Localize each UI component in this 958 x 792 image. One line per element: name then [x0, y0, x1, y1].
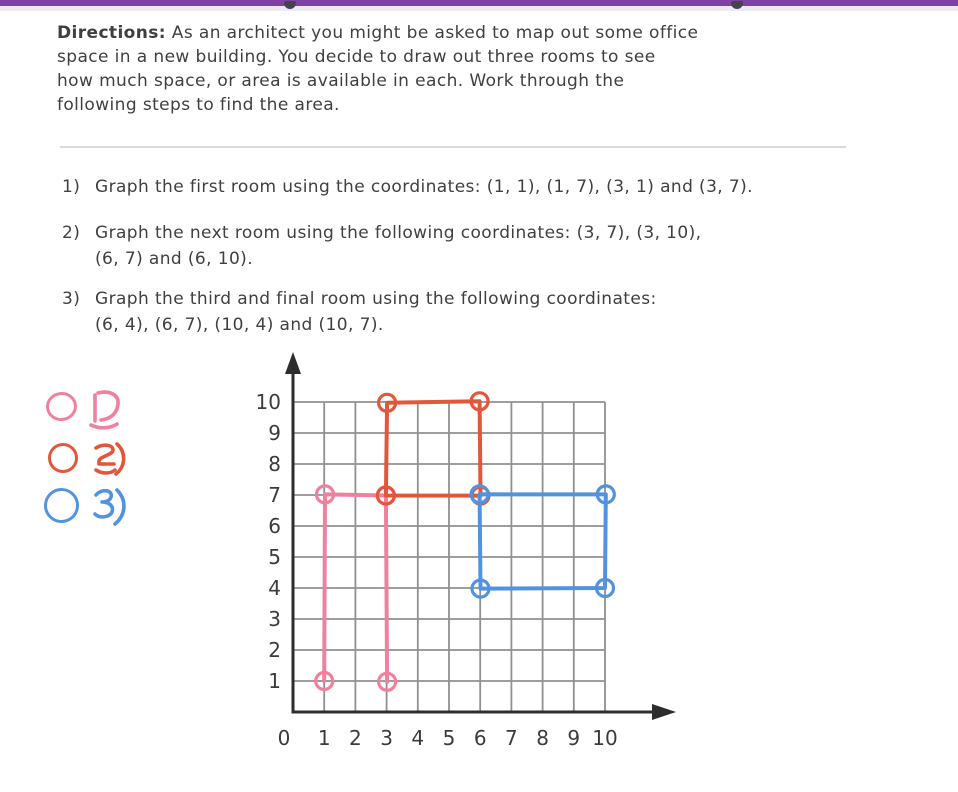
coordinate-plane-svg	[238, 340, 718, 788]
step-2	[62, 220, 882, 272]
x-tick-label: 7	[505, 726, 518, 750]
legend-circle-3	[43, 487, 81, 525]
x-tick-label: 5	[442, 726, 456, 750]
y-tick-label: 10	[255, 390, 281, 414]
directions-label: Directions:	[57, 23, 166, 43]
directions-paragraph	[57, 21, 857, 117]
handwritten-legend	[40, 386, 150, 536]
y-tick-label: 1	[268, 669, 281, 693]
x-tick-label: 4	[411, 726, 425, 750]
step-1	[62, 174, 882, 200]
step-2-number: 2)	[62, 223, 81, 243]
step-2-text: Graph the next room using the following coordinates: (3, 7), (3, 10), (6, 7) and (6, 10).	[95, 223, 702, 269]
y-tick-label: 6	[268, 514, 281, 538]
legend-circle-1	[45, 390, 79, 422]
top-accent-bar-shadow	[0, 6, 958, 11]
section-divider	[60, 146, 846, 148]
legend-circle-2	[48, 443, 78, 473]
x-tick-label: 3	[380, 726, 393, 750]
step-3	[62, 286, 882, 338]
x-tick-label: 9	[567, 726, 581, 750]
x-tick-label: 2	[349, 726, 362, 750]
y-tick-label: 9	[268, 421, 281, 445]
x-tick-label: 0	[277, 726, 291, 750]
step-1-number: 1)	[62, 177, 81, 197]
room-2-outline	[386, 401, 481, 495]
handwritten-1-icon	[84, 388, 128, 434]
y-axis-arrow	[285, 352, 301, 374]
x-tick-label: 6	[473, 726, 487, 750]
handwritten-3-icon	[86, 485, 134, 533]
y-tick-label: 4	[268, 576, 281, 600]
steps-list	[62, 174, 882, 338]
y-tick-label: 3	[268, 607, 281, 631]
handwritten-2-icon	[88, 440, 132, 486]
y-tick-label: 5	[268, 545, 281, 569]
x-tick-label: 8	[536, 726, 549, 750]
y-tick-label: 7	[268, 483, 281, 507]
x-tick-label: 10	[592, 726, 618, 750]
x-tick-label: 1	[317, 726, 331, 750]
y-tick-label: 2	[268, 638, 281, 662]
y-tick-label: 8	[268, 452, 281, 476]
step-3-number: 3)	[62, 289, 81, 309]
step-3-text: Graph the third and final room using the following coordinates: (6, 4), (6, 7), (10, 4) and (10, 7).	[95, 289, 657, 335]
directions-text: As an architect you might be asked to map out some office space in a new building. You decide to draw out three rooms to see how much space, or area is available in each. Work through the following steps to find the area.	[57, 23, 699, 115]
step-1-text: Graph the first room using the coordinates: (1, 1), (1, 7), (3, 1) and (3, 7).	[95, 177, 753, 197]
coordinate-plane	[238, 340, 718, 788]
x-axis-arrow	[652, 704, 676, 720]
